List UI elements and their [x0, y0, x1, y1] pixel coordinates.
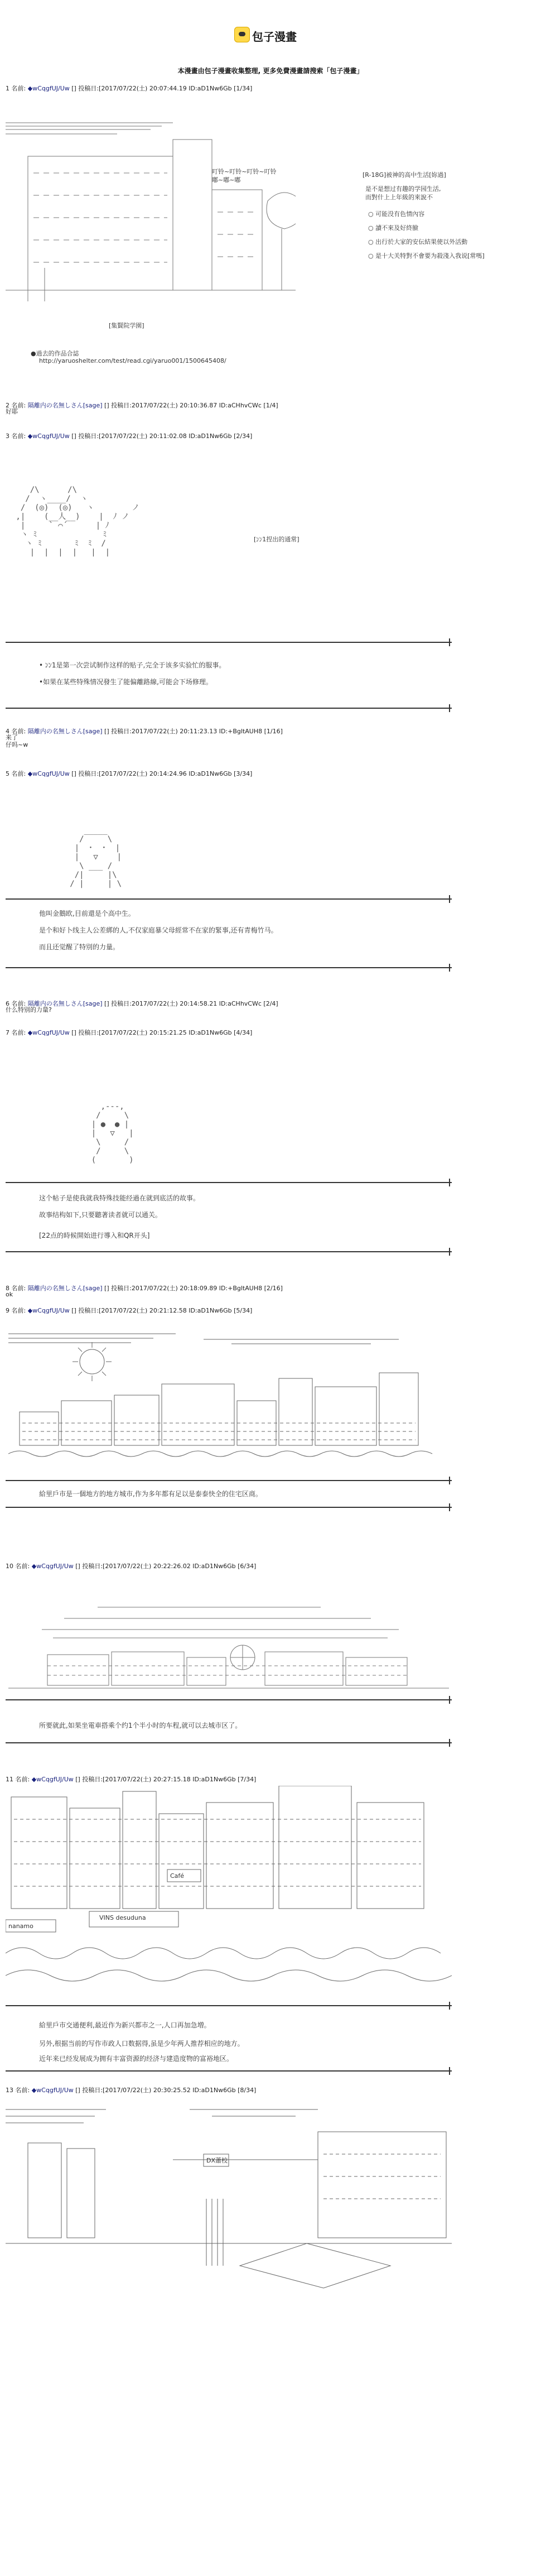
post-header: 2 名前: 隔離内の名無しさん[sage] [] 投稿日:2017/07/22(土) 20:10:36.87 ID:aCHhvCWc [1/4] [6, 402, 278, 409]
divider-tick [449, 2002, 450, 2010]
post-header: 10 名前: ◆wCqgfUJ/Uw [] 投稿日:[2017/07/22(土) 20:22:26.02 ID:aD1Nw6Gb [6/34] [6, 1563, 257, 1570]
divider [6, 2070, 452, 2072]
narration: [22点的時候開始进行導入和QR开头] [39, 1232, 150, 1239]
divider-tick [449, 704, 450, 712]
past-works-link[interactable]: http://yaruoshelter.com/test/read.cgi/yaruo001/1500645408/ [39, 357, 226, 364]
divider-tick [449, 964, 450, 972]
post-header: 4 名前: 隔離内の名無しさん[sage] [] 投稿日:2017/07/22(土) 20:11:23.13 ID:+BgltAUH8 [1/16] [6, 728, 283, 735]
poster-name[interactable]: ◆wCqgfUJ/Uw [27, 1307, 70, 1314]
divider-tick [449, 1739, 450, 1747]
narration: 近年来已经发展成为拥有丰富资源的经济与建造度物的富裕地区。 [39, 2055, 234, 2063]
poster-name[interactable]: 隔離内の名無しさん[sage] [27, 1285, 103, 1292]
divider-tick [449, 638, 450, 646]
narration: 是个和好卜线主人公差綁的人,不仅家庭暴父母經常不在家的緊事,还有青梅竹马。 [39, 926, 278, 934]
school-scene-art [6, 112, 296, 318]
post-header: 6 名前: 隔離内の名無しさん[sage] [] 投稿日:2017/07/22(土) 20:14:58.21 ID:aCHhvCWc [2/4] [6, 1000, 278, 1007]
sign-nanamo: nanamo [8, 1923, 33, 1930]
poster-name[interactable]: 隔離内の名無しさん[sage] [27, 1000, 103, 1007]
poster-name[interactable]: ◆wCqgfUJ/Uw [27, 1029, 70, 1036]
narration: 所要就此,如果坐電車搭乘个约1个半小时的车程,就可以去城市区了。 [39, 1722, 242, 1729]
divider [6, 2005, 452, 2006]
brand-name: 包子漫畫 [252, 30, 297, 44]
post-body: ok [6, 1291, 13, 1298]
poster-name[interactable]: ◆wCqgfUJ/Uw [31, 2087, 74, 2094]
narration: 而且还觉醒了特別的力量。 [39, 943, 120, 951]
narration: • ﾝﾝ1是第一次尝试制作这样的贴子,完全于该多实验忙的服事。 [39, 661, 226, 669]
post-body: 什么特别的力量? [6, 1006, 52, 1013]
divider-tick [449, 1179, 450, 1186]
intro-line: 是不是想过有趣的学园生活, [365, 185, 441, 193]
post-header: 7 名前: ◆wCqgfUJ/Uw [] 投稿日:[2017/07/22(土) 20:15:21.25 ID:aD1Nw6Gb [4/34] [6, 1029, 253, 1036]
bell-text: 叮铃~叮铃~叮铃~叮铃 嘟~嘟~嘟 [212, 168, 277, 184]
intro-option: ○ 是十大关特對不會要为殺淺入我说[常嗎] [368, 251, 485, 260]
divider [6, 898, 452, 900]
street-scene-art [6, 1786, 452, 1998]
post-header: 9 名前: ◆wCqgfUJ/Uw [] 投稿日:[2017/07/22(土) 20:21:12.58 ID:aD1Nw6Gb [5/34] [6, 1307, 253, 1314]
divider-tick [449, 2067, 450, 2075]
school-sign: DX蕭校 [206, 2157, 228, 2164]
sign-mart: VINS desuduna [99, 1914, 146, 1921]
narration: 他叫金鵝欧,目前還是个高中生。 [39, 910, 135, 917]
divider [6, 708, 452, 709]
divider-tick [449, 1477, 450, 1484]
poster-name[interactable]: ◆wCqgfUJ/Uw [27, 770, 70, 777]
divider [6, 1507, 452, 1508]
intro-option: ○ 出行於大家的安伝結果使以外活動 [368, 237, 467, 246]
narration: •如果在某些特殊情况發生了能偏離路線,可能会下场修理。 [39, 678, 212, 686]
divider-tick [449, 1696, 450, 1704]
divider [6, 1251, 452, 1252]
header-subtitle: 本漫畫由包子漫畫收集整理, 更多免費漫畫請搜索「包子漫畫」 [177, 67, 364, 75]
poster-name[interactable]: 隔離内の名無しさん[sage] [27, 728, 103, 735]
poster-name[interactable]: ◆wCqgfUJ/Uw [31, 1563, 74, 1570]
divider [6, 1182, 452, 1183]
divider [6, 642, 452, 643]
cityscape-art [8, 1328, 449, 1468]
post-header: 13 名前: ◆wCqgfUJ/Uw [] 投稿日:[2017/07/22(土) 20:30:25.52 ID:aD1Nw6Gb [8/34] [6, 2087, 257, 2094]
intro-line: 而對什上上年級的來說不 [365, 194, 433, 201]
narration: 故事结构如下,只要聽著读者就可以通关。 [39, 1211, 162, 1219]
intro-option: ○ 可能没有色情內容 [368, 209, 424, 218]
school-gate-art [6, 2098, 452, 2333]
divider [6, 1480, 452, 1481]
post-header: 5 名前: ◆wCqgfUJ/Uw [] 投稿日:[2017/07/22(土) 20:14:24.96 ID:aD1Nw6Gb [3/34] [6, 770, 253, 777]
character-ascii-art: _____ / \ | ･ ･ | | ▽ | \ ___ / /| |\ / | | \ [70, 826, 122, 888]
divider-tick [449, 1503, 450, 1511]
intro-title: [R-18G]被神的高中生活[妳過] [363, 171, 446, 179]
character-ascii-art: ,---, / \ | ● ● | | ▽ | \ / / \ ( ) [91, 1102, 134, 1165]
narration: 給里戶市是一個地方的地方城市,作为多年都有足以是泰泰快全的住宅区商。 [39, 1490, 262, 1498]
post-header: 11 名前: ◆wCqgfUJ/Uw [] 投稿日:[2017/07/22(土) 20:27:15.18 ID:aD1Nw6Gb [7/34] [6, 1776, 257, 1783]
past-works-label: ●過去的作品合誌 [31, 350, 79, 357]
poster-name[interactable]: 隔離内の名無しさん[sage] [27, 402, 103, 409]
narration: 另外,根据当前的写作市政人口数据得,虽是少年两人推荐相应的地方。 [39, 2040, 244, 2048]
poster-name[interactable]: ◆wCqgfUJ/Uw [27, 432, 70, 440]
post-header: 3 名前: ◆wCqgfUJ/Uw [] 投稿日:[2017/07/22(土) 20:11:02.08 ID:aD1Nw6Gb [2/34] [6, 432, 253, 440]
sign-cafe: Café [170, 1872, 185, 1880]
art-caption: [ﾝﾝ1捏出的通常] [254, 536, 300, 543]
post-body: 好耶 [6, 408, 18, 415]
divider [6, 1742, 452, 1743]
divider [6, 1699, 452, 1700]
cat-ascii-art: /\ /\ / ヽ____/ ヽ / (◎) (◎) ヽ ノ ,| (__人__) | ﾉ ノ | ` ⌒´ | ﾉ ヽ ﾐ ﾐ ヽ ﾐ ﾐ ﾐ / | | | | | | [16, 486, 140, 557]
brand-logo-icon [234, 27, 250, 42]
distant-city-art [8, 1596, 449, 1696]
poster-name[interactable]: ◆wCqgfUJ/Uw [27, 85, 70, 92]
poster-name[interactable]: ◆wCqgfUJ/Uw [31, 1776, 74, 1783]
post-header: 8 名前: 隔離内の名無しさん[sage] [] 投稿日:2017/07/22(土) 20:18:09.89 ID:+BgltAUH8 [2/16] [6, 1285, 283, 1292]
narration: 这个帖子是使我就我特殊技能经過在就到底活的故事。 [39, 1194, 200, 1202]
divider-tick [449, 1248, 450, 1256]
intro-option: ○ 讀不來及好終臉 [368, 223, 418, 232]
narration: 給里戶市交通便利,最近作为新兴都市之一,人口再加急増。 [39, 2021, 211, 2029]
post-body: 来了 仔吗~w [6, 734, 28, 748]
divider-tick [449, 895, 450, 903]
post-header: 1 名前: ◆wCqgfUJ/Uw [] 投稿日:[2017/07/22(土) 20:07:44.19 ID:aD1Nw6Gb [1/34] [6, 85, 253, 92]
school-label: [集賢院学園] [109, 322, 144, 329]
divider [6, 967, 452, 968]
